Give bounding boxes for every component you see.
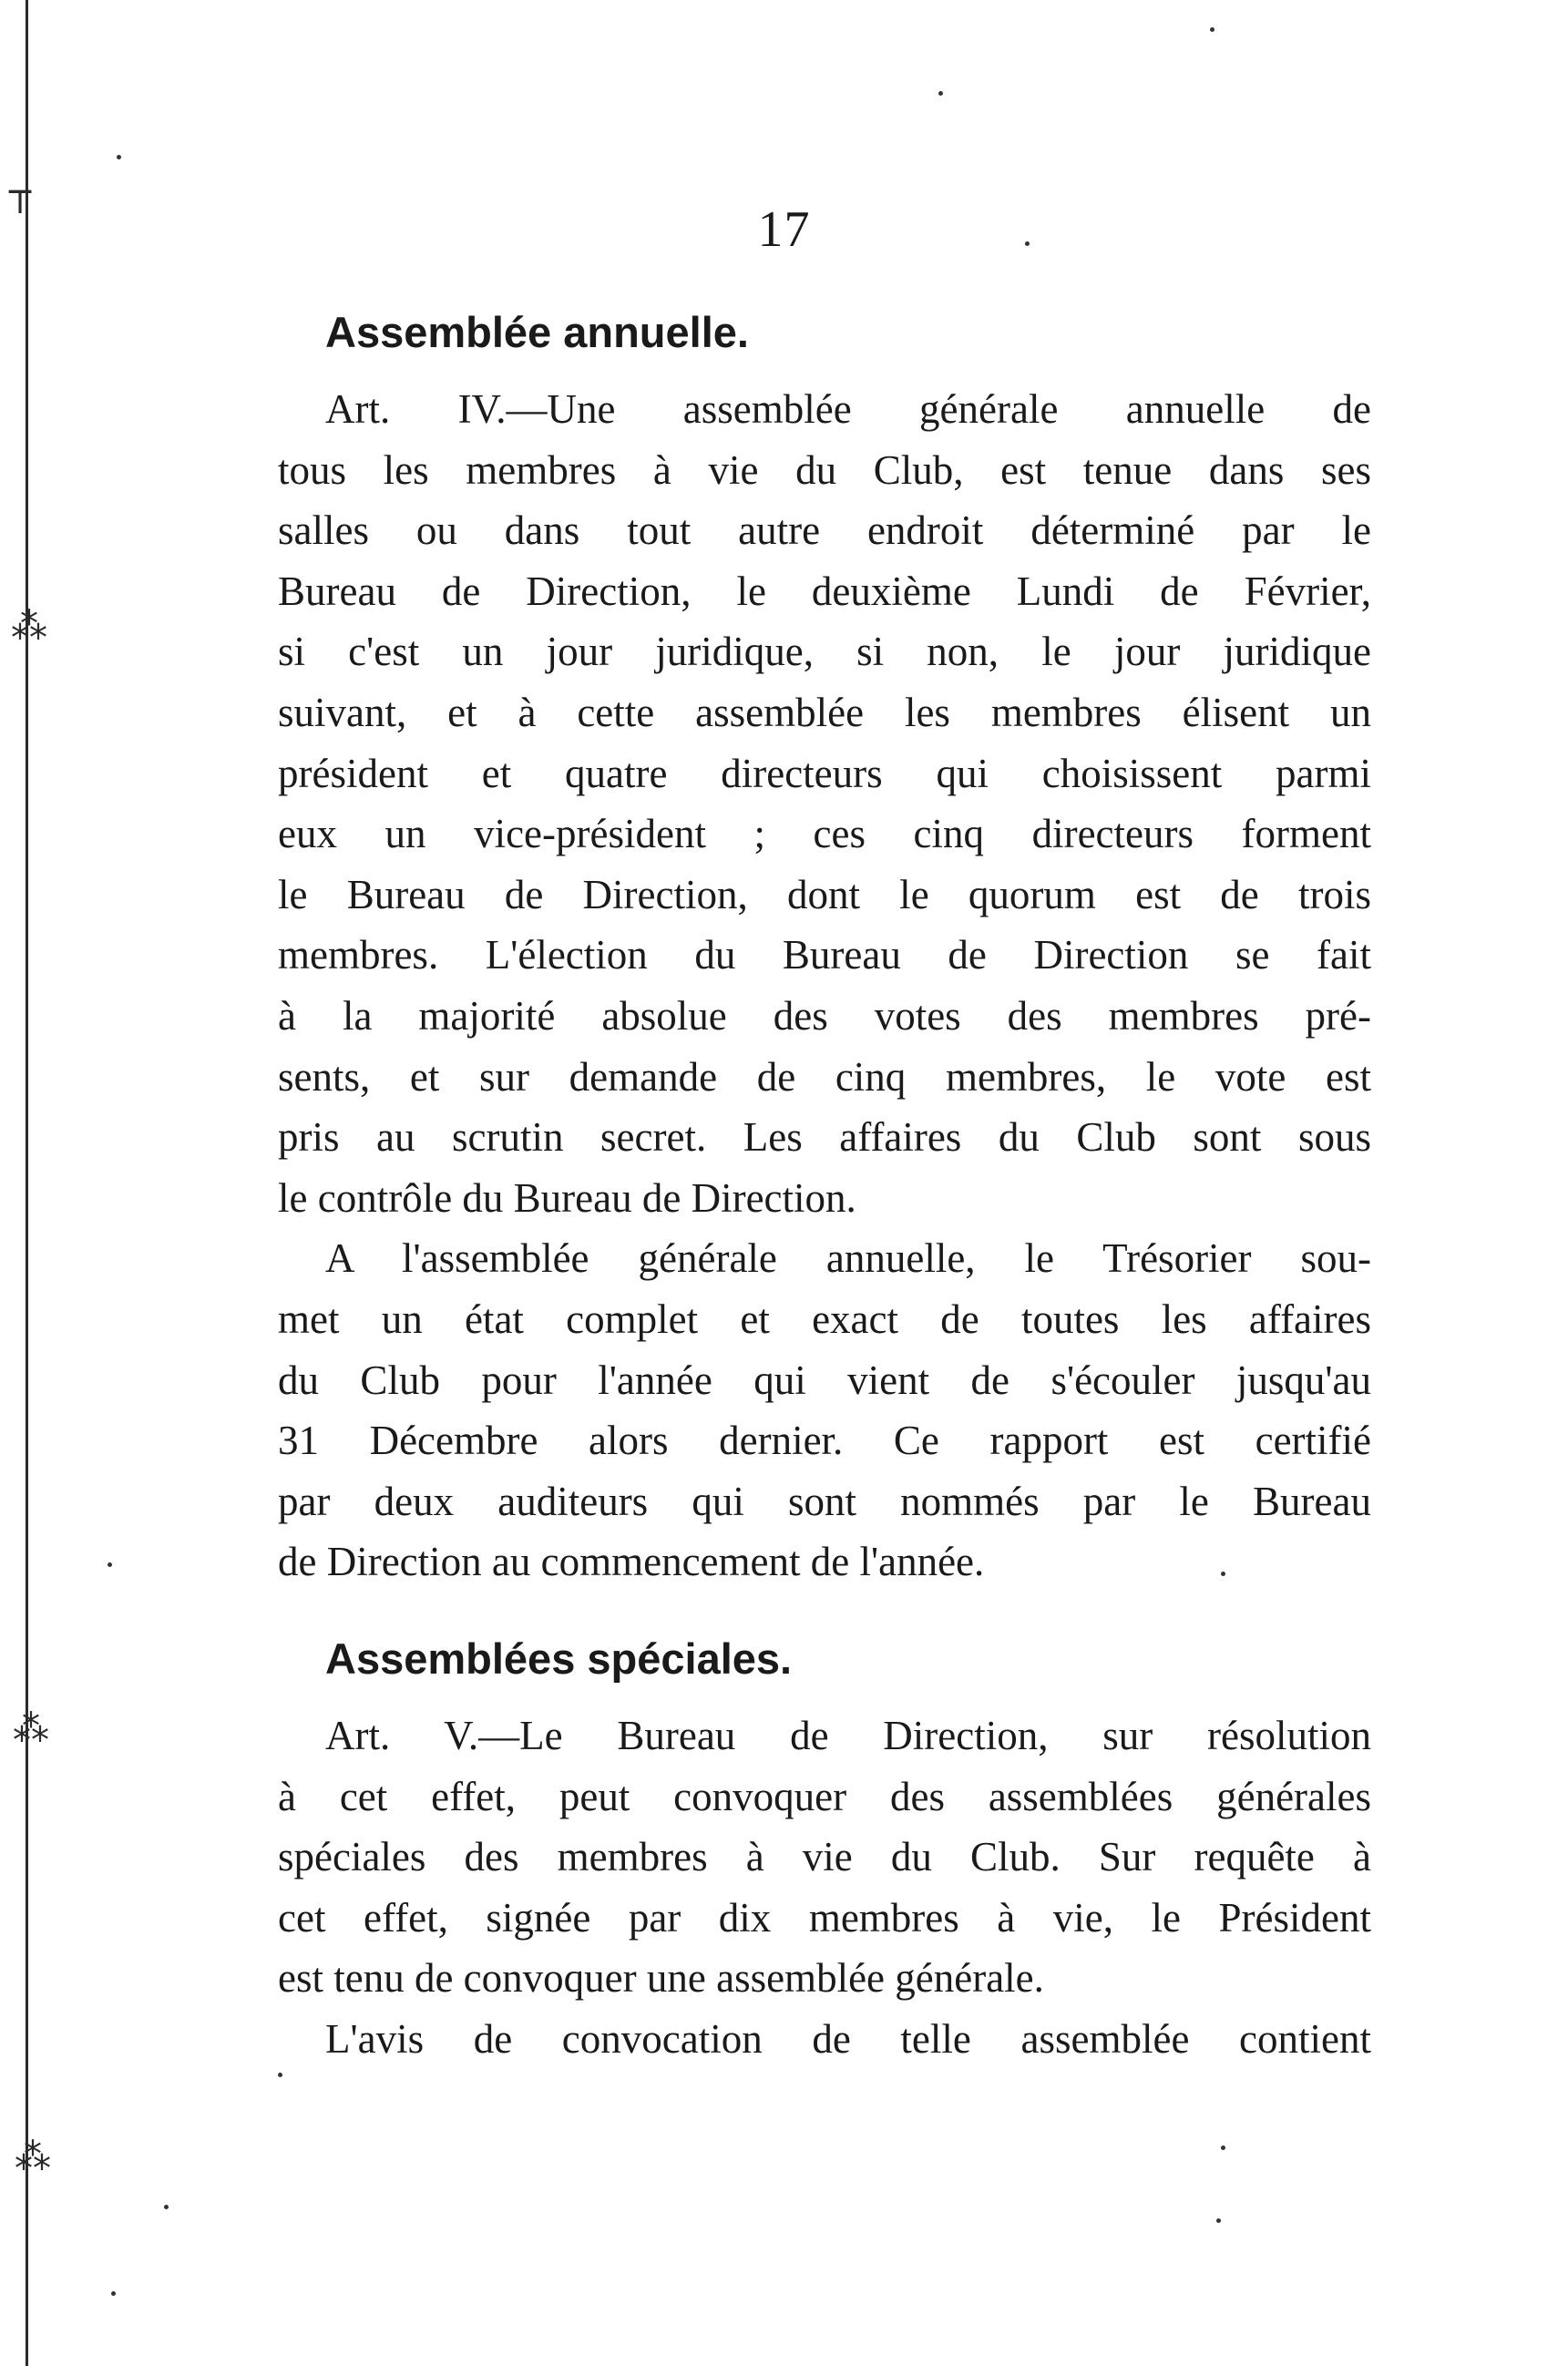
print-speck [164, 2205, 169, 2209]
text-line: du Club pour l'année qui vient de s'écouler jusqu'au [278, 1357, 1371, 1403]
print-speck [278, 2073, 282, 2077]
text-line: de Direction au commencement de l'année. [278, 1539, 985, 1585]
binding-stitch-mark: ┬ [9, 171, 32, 213]
section-special-assemblies [278, 1629, 1371, 2070]
text-line: Art. V.—Le Bureau de Direction, sur résolution [325, 1713, 1371, 1758]
text-line: à la majorité absolue des votes des membres pré- [278, 992, 1371, 1039]
print-speck [1210, 27, 1214, 32]
print-speck [111, 2291, 116, 2296]
text-line: le Bureau de Direction, dont le quorum est de trois [278, 871, 1371, 917]
print-speck [938, 91, 943, 96]
print-speck [1216, 2218, 1221, 2223]
binding-stitch-mark: ⁂ [15, 2136, 51, 2178]
print-speck [108, 1562, 112, 1567]
section-heading: Assemblées spéciales. [325, 1634, 793, 1683]
text-line: si c'est un jour juridique, si non, le jour juridique [278, 629, 1371, 675]
text-line: pris au scrutin secret. Les affaires du Club sont sous [278, 1114, 1371, 1161]
paragraph-lines [278, 1705, 1371, 2070]
binding-edge-line [26, 0, 28, 2366]
text-line: A l'assemblée générale annuelle, le Trésorier sou- [325, 1235, 1371, 1282]
text-line: membres. L'élection du Bureau de Direction se fait [278, 932, 1371, 978]
text-line: L'avis de convocation de telle assemblée contient [325, 2015, 1371, 2062]
text-line: tous les membres à vie du Club, est tenue dans ses [278, 446, 1371, 493]
text-line: le contrôle du Bureau de Direction. [278, 1174, 856, 1221]
text-line: eux un vice-président ; ces cinq directeurs forment [278, 811, 1371, 857]
text-line: sents, et sur demande de cinq membres, le vote est [278, 1053, 1371, 1100]
text-line: président et quatre directeurs qui choisissent parmi [278, 750, 1371, 796]
section-heading: Assemblée annuelle. [325, 308, 749, 356]
text-line: Bureau de Direction, le deuxième Lundi de Février, [278, 568, 1371, 614]
page-number: 17 [757, 201, 811, 258]
text-line: cet effet, signée par dix membres à vie, le Président [278, 1894, 1371, 1941]
text-line: spéciales des membres à vie du Club. Sur requête à [278, 1834, 1371, 1880]
text-line: met un état complet et exact de toutes les affaires [278, 1296, 1371, 1342]
text-line: à cet effet, peut convoquer des assemblées générales [278, 1773, 1371, 1819]
text-line: suivant, et à cette assemblée les membres élisent un [278, 689, 1371, 735]
section-annual-assembly [278, 302, 1371, 1593]
text-line: Art. IV.—Une assemblée générale annuelle de [325, 386, 1371, 432]
print-speck [117, 155, 121, 159]
print-speck [1221, 2146, 1225, 2150]
binding-stitch-mark: ⁂ [13, 1708, 49, 1750]
text-line: 31 Décembre alors dernier. Ce rapport est certifié [278, 1418, 1371, 1464]
binding-stitch-mark: ⁂ [11, 606, 47, 648]
text-line: par deux auditeurs qui sont nommés par le Bureau [278, 1478, 1371, 1524]
text-line: est tenu de convoquer une assemblée générale. [278, 1955, 1044, 2002]
text-line: salles ou dans tout autre endroit déterminé par le [278, 507, 1371, 554]
paragraph-lines [278, 379, 1371, 1593]
